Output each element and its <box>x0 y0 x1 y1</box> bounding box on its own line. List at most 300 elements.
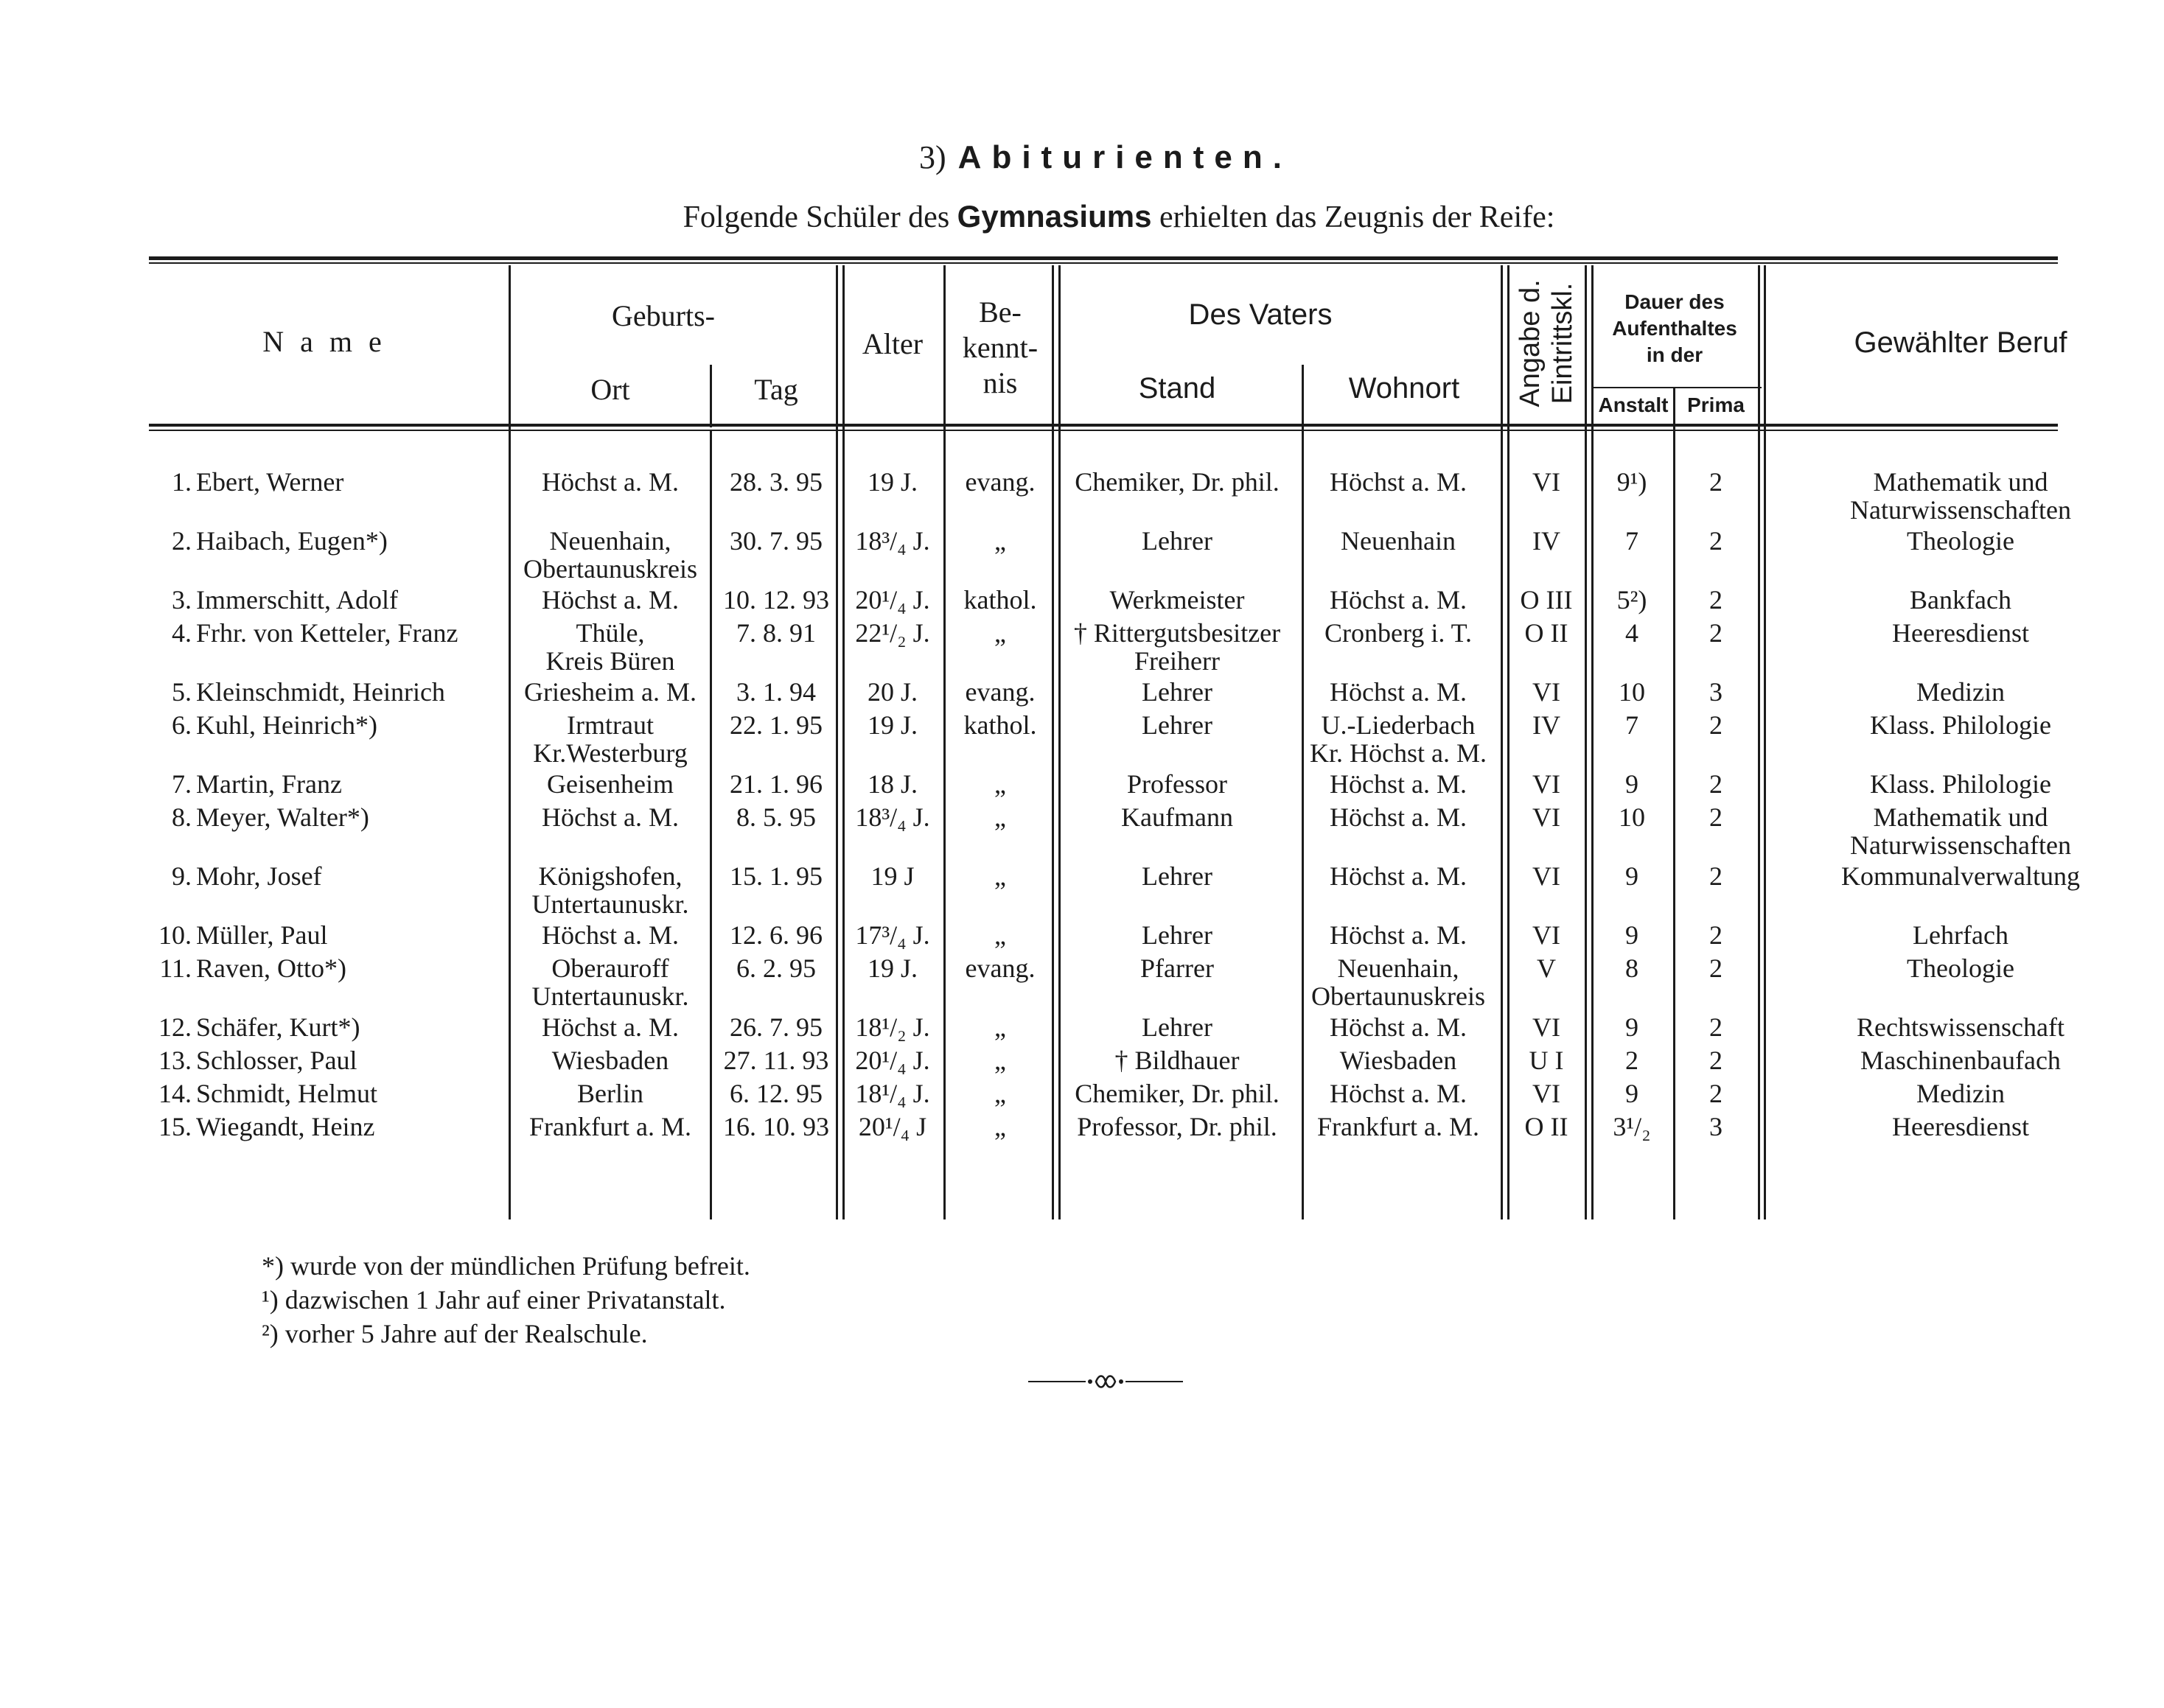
cell-name: Kuhl, Heinrich*) <box>196 710 377 740</box>
row-number: 1. <box>172 467 192 497</box>
cell-kl: VI <box>1532 467 1560 497</box>
cell-tag: 22. 1. 95 <box>730 710 823 740</box>
col-sep-alter <box>943 265 946 1219</box>
cell-bek: „ <box>994 769 1006 799</box>
cell-wohnort-line: Neuenhain, <box>1337 953 1459 983</box>
cell-kl: O II <box>1524 1112 1568 1141</box>
cell-alter: 18 J. <box>867 769 918 799</box>
header-anstalt: Anstalt <box>1598 393 1669 416</box>
cell-bek: „ <box>994 526 1006 556</box>
cell-wohnort-line: Cronberg i. T. <box>1324 618 1472 648</box>
cell-ort <box>542 468 679 496</box>
cell-name: Frhr. von Ketteler, Franz <box>196 618 458 648</box>
cell-stand-line: Lehrer <box>1142 920 1212 950</box>
cell-wohnort-line: Obertaunuskreis <box>1311 981 1485 1011</box>
cell-anstalt: 9 <box>1625 920 1638 950</box>
cell-beruf <box>1870 711 2051 739</box>
cell-ort <box>542 1013 679 1041</box>
cell-tag: 21. 1. 96 <box>730 769 823 799</box>
cell-anstalt: 7 <box>1625 710 1638 740</box>
cell-wohnort <box>1330 770 1467 798</box>
cell-wohnort-line: Höchst a. M. <box>1330 769 1467 799</box>
cell-stand-line: Professor, Dr. phil. <box>1077 1112 1277 1141</box>
col-sep-ort <box>710 431 712 1219</box>
cell-stand-line: Lehrer <box>1142 677 1212 707</box>
section-number: 3) <box>919 139 946 175</box>
section-heading <box>919 139 1292 176</box>
header-dauer-line-2: Aufenthaltes <box>1612 317 1737 340</box>
cell-wohnort-line: Neuenhain <box>1341 526 1456 556</box>
cell-stand <box>1140 954 1214 982</box>
cell-alter: 18¹/₂ J. <box>855 1012 930 1042</box>
cell-tag: 28. 3. 95 <box>730 467 823 497</box>
cell-stand-line: Freiherr <box>1134 646 1220 676</box>
header-name: N a m e <box>262 325 386 358</box>
cell-beruf <box>1850 468 2071 524</box>
cell-stand-line: Werkmeister <box>1109 585 1245 615</box>
cell-ort <box>577 1079 643 1107</box>
cell-wohnort <box>1310 711 1487 767</box>
cell-anstalt: 9 <box>1625 769 1638 799</box>
cell-wohnort-line: Höchst a. M. <box>1330 1012 1467 1042</box>
cell-wohnort <box>1341 527 1456 555</box>
cell-ort-line: Höchst a. M. <box>542 1012 679 1042</box>
row-number: 6. <box>172 710 192 740</box>
cell-stand-line: Chemiker, Dr. phil. <box>1075 467 1280 497</box>
cell-anstalt: 5²) <box>1616 585 1647 615</box>
cell-name: Schäfer, Kurt*) <box>196 1012 360 1042</box>
row-number: 4. <box>172 618 192 648</box>
cell-stand-line: † Rittergutsbesitzer <box>1073 618 1281 648</box>
cell-prima: 2 <box>1709 802 1723 832</box>
cell-ort <box>523 527 697 583</box>
cell-beruf <box>1910 586 2011 614</box>
cell-stand-line: Kaufmann <box>1121 802 1233 832</box>
footnote-2: ²) vorher 5 Jahre auf der Realschule. <box>262 1319 648 1348</box>
cell-ort-line: Obertaunuskreis <box>523 554 697 584</box>
header-prima: Prima <box>1687 393 1745 416</box>
row-number: 14. <box>158 1079 192 1108</box>
header-wohnort: Wohnort <box>1348 372 1460 405</box>
cell-beruf-line: Mathematik und <box>1873 802 2048 832</box>
col-sep-stand <box>1302 365 1304 1219</box>
cell-beruf-line: Heeresdienst <box>1892 1112 2029 1141</box>
cell-ort <box>547 770 674 798</box>
cell-prima: 2 <box>1709 861 1723 891</box>
cell-stand <box>1077 1113 1277 1141</box>
cell-stand-line: Lehrer <box>1142 1012 1212 1042</box>
cell-tag: 27. 11. 93 <box>723 1046 829 1075</box>
cell-ort-line: Höchst a. M. <box>542 585 679 615</box>
cell-bek: „ <box>994 861 1006 891</box>
cell-alter: 20 J. <box>867 677 918 707</box>
cell-kl: VI <box>1532 1079 1560 1108</box>
cell-prima: 2 <box>1709 1012 1723 1042</box>
cell-tag: 26. 7. 95 <box>730 1012 823 1042</box>
cell-ort-line: Kreis Büren <box>545 646 675 676</box>
footnotes <box>262 1249 750 1351</box>
header-bottom-rule <box>149 424 2058 427</box>
header-geburts: Geburts- <box>612 299 715 332</box>
cell-beruf-line: Heeresdienst <box>1892 618 2029 648</box>
top-rule <box>149 256 2058 260</box>
row-number: 5. <box>172 677 192 707</box>
cell-stand <box>1142 527 1212 555</box>
cell-wohnort <box>1324 619 1472 647</box>
cell-beruf-line: Theologie <box>1907 953 2014 983</box>
cell-alter: 20¹/₄ J <box>858 1112 927 1141</box>
cell-prima: 3 <box>1709 677 1723 707</box>
cell-ort <box>546 619 675 675</box>
cell-wohnort-line: Wiesbaden <box>1339 1046 1457 1075</box>
cell-ort-line: Kr.Westerburg <box>533 738 688 768</box>
col-sep-kl <box>1585 265 1587 1219</box>
cell-kl: V <box>1537 953 1556 983</box>
cell-kl: VI <box>1532 677 1560 707</box>
cell-prima: 2 <box>1709 618 1723 648</box>
cell-beruf <box>1916 678 2005 706</box>
cell-prima: 2 <box>1709 1079 1723 1108</box>
cell-anstalt: 9¹) <box>1616 467 1647 497</box>
cell-ort <box>552 1046 669 1074</box>
cell-wohnort-line: Frankfurt a. M. <box>1317 1112 1479 1141</box>
cell-tag: 6. 2. 95 <box>736 953 816 983</box>
cell-stand-line: Lehrer <box>1142 861 1212 891</box>
cell-name: Kleinschmidt, Heinrich <box>196 677 445 707</box>
cell-stand <box>1142 1013 1212 1041</box>
cell-ort <box>529 1113 691 1141</box>
cell-beruf <box>1850 803 2071 859</box>
cell-alter: 18³/₄ J. <box>855 526 930 556</box>
cell-ort <box>542 586 679 614</box>
row-number: 8. <box>172 802 192 832</box>
cell-prima: 2 <box>1709 585 1723 615</box>
cell-stand <box>1074 619 1280 675</box>
cell-alter: 20¹/₄ J. <box>855 585 930 615</box>
cell-anstalt: 10 <box>1619 802 1645 832</box>
cell-beruf-line: Kommunalverwaltung <box>1841 861 2080 891</box>
cell-stand <box>1121 803 1233 831</box>
cell-anstalt: 10 <box>1619 677 1645 707</box>
cell-ort-line: Königshofen, <box>538 861 683 891</box>
cell-wohnort <box>1317 1113 1479 1141</box>
cell-prima: 2 <box>1709 769 1723 799</box>
cell-ort <box>524 678 697 706</box>
cell-wohnort <box>1330 803 1467 831</box>
cell-kl: VI <box>1532 1012 1560 1042</box>
cell-beruf-line: Klass. Philologie <box>1869 769 2052 799</box>
cell-tag: 8. 5. 95 <box>736 802 816 832</box>
cell-prima: 3 <box>1709 1112 1723 1141</box>
header-dauer-line-3: in der <box>1646 343 1703 366</box>
cell-wohnort-line: Höchst a. M. <box>1330 467 1467 497</box>
cell-ort-line: Griesheim a. M. <box>524 677 697 707</box>
cell-beruf-line: Klass. Philologie <box>1869 710 2052 740</box>
cell-ort-line: Untertaunuskr. <box>531 981 689 1011</box>
cell-wohnort-line: Höchst a. M. <box>1330 677 1467 707</box>
cell-ort-line: Berlin <box>577 1079 643 1108</box>
cell-ort <box>532 954 689 1010</box>
cell-beruf <box>1907 954 2014 982</box>
cell-ort-line: Untertaunuskr. <box>531 889 689 919</box>
subheading-text-before: Folgende Schüler des <box>683 200 950 234</box>
cell-bek: evang. <box>965 467 1036 497</box>
cell-beruf <box>1857 1013 2064 1041</box>
cell-name: Haibach, Eugen*) <box>196 526 388 556</box>
col-sep-prima-double <box>1764 265 1766 1219</box>
cell-kl: VI <box>1532 861 1560 891</box>
cell-tag: 10. 12. 93 <box>723 585 829 615</box>
cell-beruf-line: Theologie <box>1907 526 2014 556</box>
cell-stand <box>1142 862 1212 890</box>
cell-ort-line: Frankfurt a. M. <box>529 1112 691 1141</box>
cell-bek: „ <box>994 1079 1006 1108</box>
cell-bek: evang. <box>965 677 1036 707</box>
cell-tag: 7. 8. 91 <box>736 618 816 648</box>
header-stand: Stand <box>1138 372 1216 405</box>
cell-wohnort <box>1330 586 1467 614</box>
cell-stand-line: Chemiker, Dr. phil. <box>1075 1079 1280 1108</box>
row-number: 11. <box>159 953 192 983</box>
cell-name: Schmidt, Helmut <box>196 1079 377 1108</box>
cell-beruf <box>1892 619 2029 647</box>
cell-name: Ebert, Werner <box>196 467 344 497</box>
cell-name: Immerschitt, Adolf <box>196 585 398 615</box>
cell-stand <box>1142 711 1212 739</box>
cell-ort-line: Höchst a. M. <box>542 920 679 950</box>
cell-wohnort <box>1330 862 1467 890</box>
cell-kl: VI <box>1532 769 1560 799</box>
cell-alter: 19 J. <box>867 467 918 497</box>
cell-ort-line: Geisenheim <box>547 769 674 799</box>
row-number: 12. <box>158 1012 192 1042</box>
section-title: Abiturienten. <box>957 139 1292 175</box>
col-sep-wohnort-double <box>1507 265 1509 1219</box>
cell-beruf-line: Medizin <box>1916 1079 2005 1108</box>
header-eintrittsklasse <box>1514 279 1579 407</box>
cell-wohnort <box>1330 1079 1467 1107</box>
cell-name: Raven, Otto*) <box>196 953 346 983</box>
header-dauer <box>1612 289 1737 368</box>
cell-name: Mohr, Josef <box>196 861 322 891</box>
cell-stand-line: † Bildhauer <box>1114 1046 1240 1075</box>
col-sep-ort-header <box>710 365 712 427</box>
cell-beruf <box>1841 862 2080 890</box>
col-sep-kl-double <box>1591 265 1594 1219</box>
cell-anstalt: 9 <box>1625 861 1638 891</box>
cell-ort-line: Oberauroff <box>551 953 669 983</box>
cell-alter: 17³/₄ J. <box>855 920 930 950</box>
cell-beruf <box>1907 527 2014 555</box>
cell-tag: 3. 1. 94 <box>736 677 816 707</box>
row-number: 15. <box>158 1112 192 1141</box>
cell-tag: 15. 1. 95 <box>730 861 823 891</box>
cell-beruf <box>1913 921 2008 949</box>
header-alter: Alter <box>862 327 924 360</box>
cell-ort <box>532 862 689 918</box>
cell-prima: 2 <box>1709 953 1723 983</box>
cell-bek: „ <box>994 1046 1006 1075</box>
cell-wohnort <box>1330 678 1467 706</box>
section-subheading <box>683 199 1555 235</box>
cell-wohnort <box>1330 468 1467 496</box>
cell-beruf-line: Lehrfach <box>1913 920 2008 950</box>
cell-bek: kathol. <box>963 585 1037 615</box>
cell-wohnort-line: Höchst a. M. <box>1330 585 1467 615</box>
cell-kl: IV <box>1532 526 1560 556</box>
col-sep-tag-double <box>842 265 845 1219</box>
cell-beruf-line: Mathematik und <box>1873 467 2048 497</box>
cell-ort-line: Neuenhain, <box>549 526 671 556</box>
cell-prima: 2 <box>1709 710 1723 740</box>
cell-wohnort <box>1311 954 1485 1010</box>
cell-bek: evang. <box>965 953 1036 983</box>
cell-tag: 30. 7. 95 <box>730 526 823 556</box>
cell-beruf-line: Naturwissenschaften <box>1850 830 2071 860</box>
col-sep-tag <box>836 265 838 1219</box>
cell-name: Martin, Franz <box>196 769 342 799</box>
footnote-asterisk: *) wurde von der mündlichen Prüfung befreit. <box>262 1251 750 1281</box>
cell-alter: 18¹/₄ J. <box>855 1079 930 1108</box>
header-tag: Tag <box>754 373 798 406</box>
cell-name: Müller, Paul <box>196 920 328 950</box>
header-eintrittsklasse-line-1: Angabe d. <box>1515 279 1546 407</box>
header-bekenntnis <box>963 295 1038 401</box>
row-number: 10. <box>158 920 192 950</box>
cell-wohnort-line: Kr. Höchst a. M. <box>1310 738 1487 768</box>
cell-alter: 22¹/₂ J. <box>855 618 930 648</box>
cell-stand <box>1142 921 1212 949</box>
cell-alter: 18³/₄ J. <box>855 802 930 832</box>
header-des-vaters: Des Vaters <box>1188 298 1333 331</box>
cell-beruf <box>1870 770 2051 798</box>
header-dauer-line-1: Dauer des <box>1624 290 1725 313</box>
cell-anstalt: 9 <box>1625 1012 1638 1042</box>
cell-bek: „ <box>994 920 1006 950</box>
cell-wohnort <box>1330 1013 1467 1041</box>
cell-wohnort-line: Höchst a. M. <box>1330 1079 1467 1108</box>
cell-kl: VI <box>1532 920 1560 950</box>
row-number: 3. <box>172 585 192 615</box>
cell-kl: O II <box>1524 618 1568 648</box>
cell-wohnort-line: Höchst a. M. <box>1330 920 1467 950</box>
cell-stand <box>1075 468 1280 496</box>
cell-name: Meyer, Walter*) <box>196 802 369 832</box>
cell-bek: „ <box>994 1112 1006 1141</box>
cell-beruf-line: Bankfach <box>1910 585 2011 615</box>
cell-stand <box>1127 770 1227 798</box>
col-sep-prima <box>1758 265 1760 1219</box>
cell-ort-line: Thüle, <box>576 618 645 648</box>
subheading-text-after: erhielten das Zeugnis der Reife: <box>1159 200 1555 234</box>
cell-name: Schlosser, Paul <box>196 1046 357 1075</box>
cell-stand <box>1075 1079 1280 1107</box>
cell-beruf <box>1892 1113 2029 1141</box>
row-number: 7. <box>172 769 192 799</box>
cell-tag: 12. 6. 96 <box>730 920 823 950</box>
decorative-ornament-divider <box>1028 1372 1183 1391</box>
header-gewaehlter-beruf: Gewählter Beruf <box>1854 326 2067 359</box>
cell-stand-line: Pfarrer <box>1140 953 1214 983</box>
cell-kl: O III <box>1520 585 1573 615</box>
row-number: 9. <box>172 861 192 891</box>
cell-stand-line: Lehrer <box>1142 710 1212 740</box>
cell-anstalt: 9 <box>1625 1079 1638 1108</box>
header-eintrittsklasse-line-2: Eintrittskl. <box>1547 282 1578 405</box>
cell-bek: „ <box>994 1012 1006 1042</box>
cell-kl: IV <box>1532 710 1560 740</box>
col-sep-bek <box>1052 265 1054 1219</box>
cell-stand-line: Lehrer <box>1142 526 1212 556</box>
cell-beruf-line: Medizin <box>1916 677 2005 707</box>
header-bekenntnis-line-2: kennt- <box>962 331 1039 364</box>
cell-beruf <box>1860 1046 2061 1074</box>
cell-anstalt: 2 <box>1625 1046 1638 1075</box>
cell-anstalt: 4 <box>1625 618 1638 648</box>
cell-stand-line: Professor <box>1127 769 1227 799</box>
cell-beruf-line: Rechtswissenschaft <box>1857 1012 2064 1042</box>
cell-stand <box>1109 586 1244 614</box>
cell-ort <box>542 803 679 831</box>
col-sep-bek-double <box>1058 265 1061 1219</box>
header-bottom-rule-thin <box>149 430 2058 431</box>
header-bekenntnis-line-3: nis <box>982 366 1018 399</box>
cell-ort-line: Höchst a. M. <box>542 802 679 832</box>
cell-beruf-line: Naturwissenschaften <box>1850 495 2071 525</box>
cell-stand <box>1115 1046 1240 1074</box>
cell-anstalt: 3¹/₂ <box>1613 1112 1651 1141</box>
col-sep-anstalt <box>1673 387 1675 1219</box>
cell-wohnort <box>1330 921 1467 949</box>
cell-ort-line: Höchst a. M. <box>542 467 679 497</box>
footnote-1: ¹) dazwischen 1 Jahr auf einer Privatanstalt. <box>262 1285 726 1315</box>
header-bekenntnis-line-1: Be- <box>979 295 1022 329</box>
cell-alter: 19 J. <box>867 953 918 983</box>
header-ort: Ort <box>590 373 630 406</box>
cell-prima: 2 <box>1709 467 1723 497</box>
cell-prima: 2 <box>1709 1046 1723 1075</box>
cell-wohnort-line: U.-Liederbach <box>1321 710 1476 740</box>
cell-ort-line: Wiesbaden <box>551 1046 669 1075</box>
cell-stand <box>1142 678 1212 706</box>
cell-anstalt: 8 <box>1625 953 1638 983</box>
row-number: 2. <box>172 526 192 556</box>
cell-name: Wiegandt, Heinz <box>196 1112 375 1141</box>
cell-ort <box>533 711 687 767</box>
row-number: 13. <box>158 1046 192 1075</box>
cell-wohnort-line: Höchst a. M. <box>1330 802 1467 832</box>
cell-bek: „ <box>994 802 1006 832</box>
cell-wohnort <box>1340 1046 1456 1074</box>
cell-tag: 6. 12. 95 <box>730 1079 823 1108</box>
cell-beruf <box>1916 1079 2005 1107</box>
subheading-bold-word: Gymnasiums <box>957 199 1152 234</box>
cell-wohnort-line: Höchst a. M. <box>1330 861 1467 891</box>
cell-alter: 19 J. <box>867 710 918 740</box>
cell-kl: U I <box>1529 1046 1564 1075</box>
cell-bek: kathol. <box>963 710 1037 740</box>
dauer-sub-rule <box>1592 387 1762 388</box>
cell-kl: VI <box>1532 802 1560 832</box>
cell-anstalt: 7 <box>1625 526 1638 556</box>
cell-beruf-line: Maschinenbaufach <box>1860 1046 2061 1075</box>
cell-prima: 2 <box>1709 920 1723 950</box>
col-sep-name <box>509 265 511 1219</box>
cell-alter: 20¹/₄ J. <box>855 1046 930 1075</box>
cell-alter: 19 J <box>870 861 915 891</box>
col-sep-wohnort <box>1501 265 1503 1219</box>
top-rule-thin <box>149 262 2058 264</box>
